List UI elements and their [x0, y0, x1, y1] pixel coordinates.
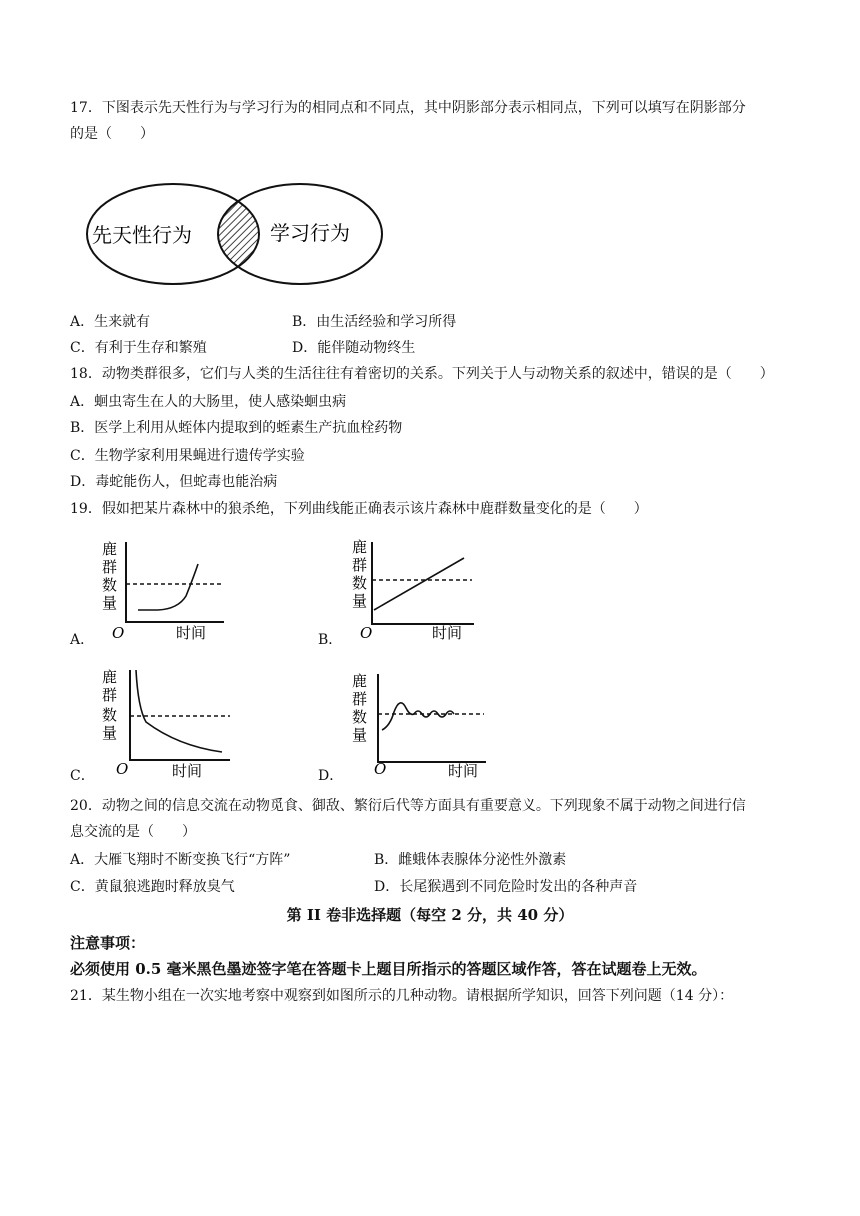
q19-label-a: A． — [70, 632, 95, 648]
graph-c-ylabel-3: 数 — [102, 706, 118, 724]
q18-option-b: B．医学上利用从蛭体内提取到的蛭素生产抗血栓药物 — [70, 420, 403, 436]
q17-option-d: D．能伴随动物终生 — [292, 340, 416, 356]
graph-a-ylabel-1: 鹿 — [102, 540, 118, 558]
graph-a — [96, 536, 236, 644]
q18-option-a: A．蛔虫寄生在人的大肠里，使人感染蛔虫病 — [70, 394, 347, 410]
q17-option-c: C．有利于生存和繁殖 — [70, 340, 207, 356]
graph-b-ylabel-1: 鹿 — [352, 538, 368, 556]
q18-option-d: D．毒蛇能伤人，但蛇毒也能治病 — [70, 474, 278, 490]
venn-diagram — [78, 178, 390, 290]
q21-stem: 21．某生物小组在一次实地考察中观察到如图所示的几种动物。请根据所学知识，回答下列问题（14 分）： — [70, 988, 734, 1004]
q20-option-d: D．长尾猴遇到不同危险时发出的各种声音 — [374, 879, 638, 895]
venn-left-label: 先天性行为 — [92, 223, 192, 247]
graph-a-ylabel-2: 群 — [102, 558, 118, 576]
q19-label-d: D． — [318, 768, 344, 784]
q20-option-c: C．黄鼠狼逃跑时释放臭气 — [70, 879, 235, 895]
graph-c-ylabel-4: 量 — [102, 724, 118, 742]
q18-option-c: C．生物学家利用果蝇进行遗传学实验 — [70, 448, 305, 464]
q17-stem-line1: 17．下图表示先天性行为与学习行为的相同点和不同点，其中阴影部分表示相同点，下列可以填写在阴影部分 — [70, 100, 746, 116]
graph-d-curve — [382, 703, 454, 730]
venn-right-label: 学习行为 — [270, 221, 350, 245]
notice-text: 必须使用 0.5 毫米黑色墨迹签字笔在答题卡上题目所指示的答题区域作答，答在试题卷上无效。 — [70, 960, 707, 978]
graph-a-origin: O — [112, 624, 125, 642]
notice-label: 注意事项： — [70, 934, 146, 952]
q17-option-a: A．生来就有 — [70, 314, 151, 330]
q17-stem-line2: 的是（ ） — [70, 126, 154, 142]
graph-b-ylabel-4: 量 — [352, 592, 368, 610]
q17-option-b: B．由生活经验和学习所得 — [292, 314, 457, 330]
graph-b-origin: O — [360, 624, 373, 642]
graph-a-xlabel: 时间 — [176, 624, 207, 642]
graph-d-ylabel-1: 鹿 — [352, 672, 368, 690]
graph-b-curve — [374, 558, 464, 610]
graph-c-curve — [136, 670, 222, 752]
q19-label-b: B． — [318, 632, 343, 648]
graph-b-xlabel: 时间 — [432, 624, 463, 642]
graph-b-ylabel-2: 群 — [352, 556, 368, 574]
graph-c — [98, 664, 238, 780]
q19-stem: 19．假如把某片森林中的狼杀绝，下列曲线能正确表示该片森林中鹿群数量变化的是（ ） — [70, 501, 648, 517]
section2-title: 第 II 卷非选择题（每空 2 分，共 40 分） — [286, 906, 574, 924]
graph-b — [342, 536, 482, 644]
graph-d-ylabel-4: 量 — [352, 726, 368, 744]
graph-c-ylabel-2: 群 — [102, 686, 118, 704]
q20-stem-line1: 20．动物之间的信息交流在动物觅食、御敌、繁衍后代等方面具有重要意义。下列现象不属于动物之间进行信 — [70, 798, 746, 814]
q20-stem-line2: 息交流的是（ ） — [70, 824, 196, 840]
graph-c-ylabel-1: 鹿 — [102, 668, 118, 686]
graph-a-ylabel-3: 数 — [102, 576, 118, 594]
graph-d-xlabel: 时间 — [448, 762, 479, 780]
q20-option-a: A．大雁飞翔时不断变换飞行“方阵” — [70, 852, 291, 868]
graph-a-curve — [138, 564, 198, 610]
graph-d-ylabel-2: 群 — [352, 690, 368, 708]
graph-d — [344, 668, 494, 780]
q18-stem: 18．动物类群很多，它们与人类的生活往往有着密切的关系。下列关于人与动物关系的叙述中，错误的是（ ） — [70, 366, 774, 382]
q20-option-b: B．雌蛾体表腺体分泌性外激素 — [374, 852, 567, 868]
graph-d-ylabel-3: 数 — [352, 708, 368, 726]
graph-a-ylabel-4: 量 — [102, 594, 118, 612]
graph-d-origin: O — [374, 760, 387, 778]
graph-c-xlabel: 时间 — [172, 762, 203, 780]
graph-b-ylabel-3: 数 — [352, 574, 368, 592]
q19-label-c: C． — [70, 768, 95, 784]
graph-c-origin: O — [116, 760, 129, 778]
